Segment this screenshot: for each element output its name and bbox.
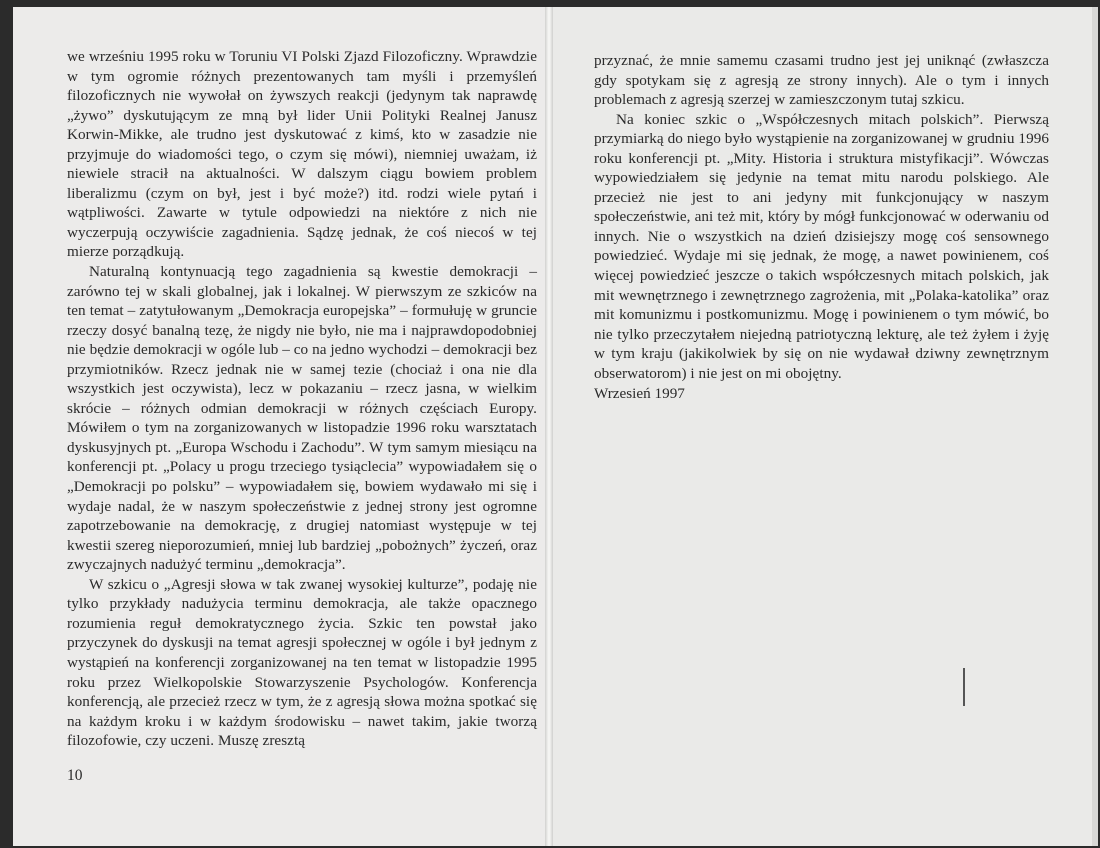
paragraph: we wrześniu 1995 roku w Toruniu VI Polski Zjazd Filozoficzny. Wprawdzie w tym ogromie różnych prezentowanych tam myśli i przemyśleń filozoficznych nie wywołał on żywszych reakcji (jedynym tak naprawdę „żywo” dyskutującym ze mną był lider Unii Polityki Realnej Janusz Korwin-Mikke, ale trudno jest dyskutować z kimś, kto w zasadzie nie przyjmuje do wiadomości tego, o czym się mówi), niemniej uważam, iż niewiele stracił na aktualności. W dalszym ciągu bowiem problem liberalizmu (czym on był, jest i być może?) itd. rodzi wiele pytań i wątpliwości. Zawarte w tytule odpowiedzi na niektóre z nich nie wyczerpują oczywiście zagadnienia. Sądzę jednak, że coś niecoś w tej mierze porządkują. xyxy=(67,48,537,261)
paragraph: przyznać, że mnie samemu czasami trudno jest jej uniknąć (zwłaszcza gdy spotykam się z agresją ze strony innych). Ale o tym i innych problemach z agresją szerzej w zamieszczonym tutaj szkicu. xyxy=(594,52,1049,109)
left-page xyxy=(13,7,545,846)
book-spread xyxy=(13,7,1092,846)
paragraph: W szkicu o „Agresji słowa w tak zwanej wysokiej kulturze”, podaję nie tylko przykłady nadużycia terminu demokracja, ale także opacznego rozumienia reguł demokratycznego życia. Szkic ten powstał jako przyczynek do dyskusji na temat agresji społecznej w ogóle i był jednym z wystąpień na konferencji zorganizowanej na ten temat w listopadzie 1995 roku przez Wielkopolskie Stowarzyszenie Psychologów. Konferencja konferencją, ale przecież rzecz w tym, że z agresją słowa można spotkać się na każdym kroku i w każdym środowisku – nawet takim, jakie tworzą filozofowie, czy uczeni. Muszę zresztą xyxy=(67,575,537,750)
date-line: Wrzesień 1997 xyxy=(594,385,685,402)
page-number: 10 xyxy=(67,767,83,784)
paragraph: Naturalną kontynuacją tego zagadnienia są kwestie demokracji – zarówno tej w skali globalnej, jak i lokalnej. W pierwszym ze szkiców na ten temat – zatytułowanym „Demokracja europejska” – formułuję w gruncie rzeczy dosyć banalną tezę, że nigdy nie było, nie ma i najprawdopodobniej nie będzie demokracji w ogóle lub – co na jedno wychodzi – demokracji bez przymiotników. Rzecz jednak nie w samej tezie (chociaż i ona nie dla wszystkich jest oczywista), lecz w pokazaniu – rzecz jasna, w wielkim skrócie – różnych odmian demokracji w różnych częściach Europy. Mówiłem o tym na zorganizowanych w listopadzie 1996 roku warsztatach dyskusyjnych pt. „Europa Wschodu i Zachodu”. W tym samym miesiącu na konferencji pt. „Polacy u progu trzeciego tysiąclecia” wypowiadałem się o „Demokracji po polsku” – wypowiadałem się, bowiem wydawało mi się i wydaje nadal, że w naszym społeczeństwie z jednej strony jest ogromne zapotrzebowanie na demokrację, z drugiej natomiast występuje w tej kwestii szereg nieporozumień, mniej lub bardziej „pobożnych” życzeń, oraz zwyczajnych nadużyć terminu „demokracja”. xyxy=(67,263,537,574)
book-gutter xyxy=(545,7,553,846)
paragraph: Na koniec szkic o „Współczesnych mitach polskich”. Pierwszą przymiarką do niego było wystąpienie na zorganizowanej w grudniu 1996 roku konferencji pt. „Mity. Historia i struktura mistyfikacji”. Wówczas wypowiedziałem się jedynie na temat mitu narodu polskiego. Ale przecież nie jest to ani jedyny mit funkcjonujący w naszym społeczeństwie, ani też mit, który by mógł funkcjonować w oderwaniu od innych. Nie o wszystkich na dzień dzisiejszy mogę coś sensownego powiedzieć. Wydaje mi się jednak, że mogę, a nawet powinienem, coś więcej powiedzieć jeszcze o takich współczesnych mitach polskich, jak mit wewnętrznego i zewnętrznego zagrożenia, mit „Polaka-katolika” oraz mit komunizmu i postkomunizmu. Mogę i powinienem o tym mówić, bo nie tylko przeczytałem niejedną patriotyczną lekturę, ale też żyłem i żyję w tym kraju (jakikolwiek by się on nie wydawał dziwny zewnętrznym obserwatorom) i nie jest on mi obojętny. xyxy=(594,110,1049,382)
left-page-text xyxy=(67,47,537,751)
right-page-text xyxy=(594,51,1049,383)
right-page xyxy=(553,7,1092,846)
margin-mark xyxy=(963,668,965,706)
